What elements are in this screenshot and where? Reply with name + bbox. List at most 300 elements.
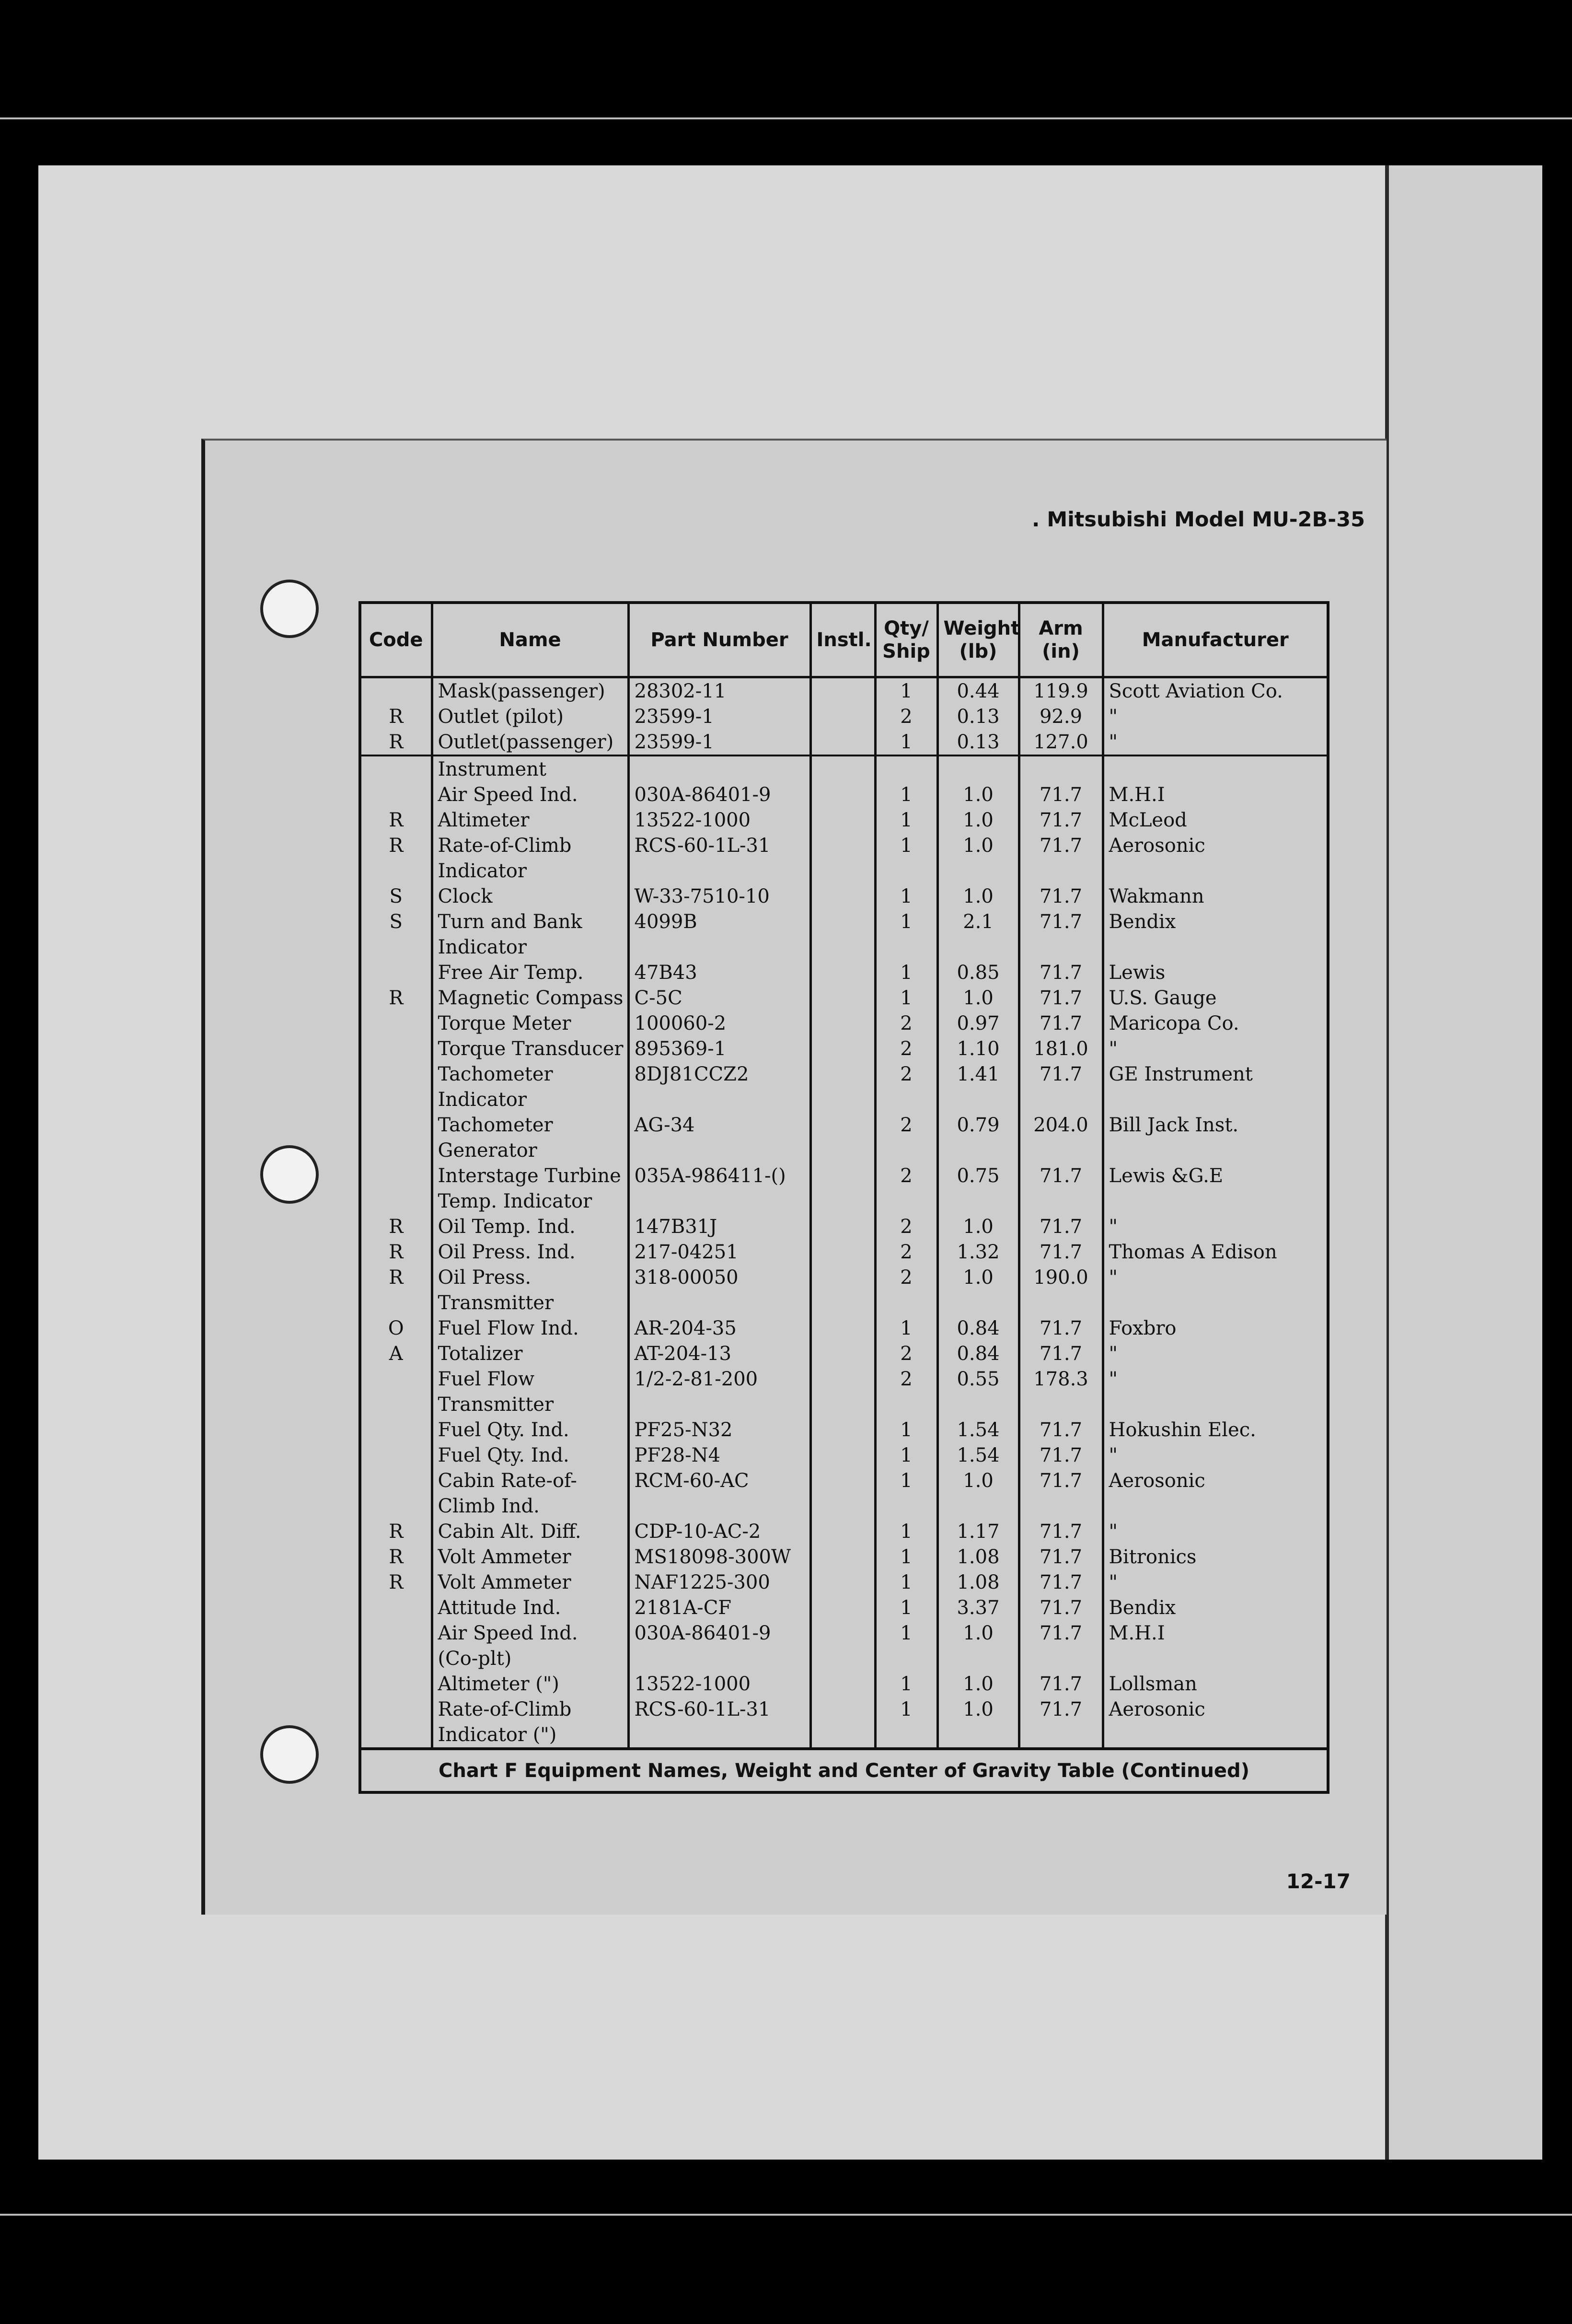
cell-code (360, 934, 432, 960)
table-row (360, 1646, 1328, 1671)
cell-part-number: CDP-10-AC-2 (628, 1519, 810, 1544)
cell-weight: 0.75 (937, 1163, 1019, 1188)
col-header-arm: Arm (in) (1019, 603, 1103, 677)
cell-arm: 71.7 (1019, 960, 1103, 985)
cell-name: Indicator (432, 934, 628, 960)
cell-instl (810, 1341, 875, 1366)
cell-code: R (360, 704, 432, 729)
cell-qty: 2 (875, 1036, 937, 1061)
cell-arm: 71.7 (1019, 1468, 1103, 1493)
table-row (360, 883, 1328, 909)
cell-arm: 71.7 (1019, 1214, 1103, 1239)
cell-qty: 2 (875, 1011, 937, 1036)
cell-code (360, 1188, 432, 1214)
cell-part-number: 23599-1 (628, 704, 810, 729)
table-row (360, 1036, 1328, 1061)
cell-qty: 1 (875, 1671, 937, 1697)
table-row (360, 1011, 1328, 1036)
cell-arm: 190.0 (1019, 1265, 1103, 1290)
cell-manufacturer: M.H.I (1103, 1620, 1328, 1646)
cell-part-number: 13522-1000 (628, 1671, 810, 1697)
cell-qty: 1 (875, 1417, 937, 1442)
cell-instl (810, 1214, 875, 1239)
cell-qty: 2 (875, 1112, 937, 1138)
table-row (360, 729, 1328, 755)
cell-instl (810, 729, 875, 755)
cell-name: Mask(passenger) (432, 677, 628, 704)
cell-qty: 1 (875, 729, 937, 755)
cell-weight (937, 1188, 1019, 1214)
cell-part-number: PF25-N32 (628, 1417, 810, 1442)
cell-part-number: RCS-60-1L-31 (628, 1697, 810, 1722)
cell-part-number: 2181A-CF (628, 1595, 810, 1620)
cell-part-number: 318-00050 (628, 1265, 810, 1290)
cell-instl (810, 1620, 875, 1646)
cell-arm (1019, 755, 1103, 782)
cell-instl (810, 1519, 875, 1544)
cell-instl (810, 1569, 875, 1595)
cell-part-number (628, 755, 810, 782)
cell-part-number: RCM-60-AC (628, 1468, 810, 1493)
cell-manufacturer: Bendix (1103, 1595, 1328, 1620)
table-row (360, 1315, 1328, 1341)
cell-weight: 1.0 (937, 1214, 1019, 1239)
cell-manufacturer: U.S. Gauge (1103, 985, 1328, 1011)
cell-manufacturer: Scott Aviation Co. (1103, 677, 1328, 704)
cell-name: Air Speed Ind. (432, 1620, 628, 1646)
cell-code (360, 755, 432, 782)
cell-manufacturer (1103, 1722, 1328, 1749)
cell-manufacturer: Aerosonic (1103, 1468, 1328, 1493)
cell-weight: 1.0 (937, 1468, 1019, 1493)
cell-manufacturer: " (1103, 1519, 1328, 1544)
cell-manufacturer: Lewis (1103, 960, 1328, 985)
cell-part-number: AR-204-35 (628, 1315, 810, 1341)
cell-code: R (360, 1265, 432, 1290)
cell-manufacturer: " (1103, 1442, 1328, 1468)
equipment-table (358, 601, 1329, 1794)
cell-name: Temp. Indicator (432, 1188, 628, 1214)
cell-code (360, 1595, 432, 1620)
col-header-code: Code (360, 603, 432, 677)
cell-weight: 1.0 (937, 883, 1019, 909)
cell-code (360, 858, 432, 883)
table-header-row (360, 603, 1328, 677)
cell-weight: 1.54 (937, 1442, 1019, 1468)
cell-code (360, 1392, 432, 1417)
cell-arm (1019, 1087, 1103, 1112)
cell-arm (1019, 1188, 1103, 1214)
cell-weight: 1.0 (937, 1265, 1019, 1290)
cell-manufacturer (1103, 1188, 1328, 1214)
cell-name: Oil Temp. Ind. (432, 1214, 628, 1239)
cell-weight (937, 1722, 1019, 1749)
cell-instl (810, 1544, 875, 1569)
cell-instl (810, 833, 875, 858)
cell-qty: 2 (875, 1341, 937, 1366)
cell-instl (810, 807, 875, 833)
cell-qty: 1 (875, 1315, 937, 1341)
cell-qty: 2 (875, 1061, 937, 1087)
cell-part-number: 147B31J (628, 1214, 810, 1239)
cell-qty: 2 (875, 1163, 937, 1188)
table-row (360, 858, 1328, 883)
cell-code (360, 1036, 432, 1061)
cell-weight: 1.32 (937, 1239, 1019, 1265)
cell-arm: 71.7 (1019, 883, 1103, 909)
cell-part-number (628, 934, 810, 960)
cell-part-number (628, 858, 810, 883)
cell-manufacturer: Lewis &G.E (1103, 1163, 1328, 1188)
punch-hole-icon (260, 580, 319, 638)
cell-arm: 71.7 (1019, 807, 1103, 833)
cell-name: (Co-plt) (432, 1646, 628, 1671)
cell-qty: 1 (875, 807, 937, 833)
cell-instl (810, 960, 875, 985)
cell-weight: 1.17 (937, 1519, 1019, 1544)
cell-qty: 1 (875, 909, 937, 934)
cell-name: Climb Ind. (432, 1493, 628, 1519)
cell-code: S (360, 883, 432, 909)
cell-instl (810, 1087, 875, 1112)
cell-name: Outlet(passenger) (432, 729, 628, 755)
cell-qty: 2 (875, 1366, 937, 1392)
cell-part-number: 47B43 (628, 960, 810, 985)
cell-manufacturer (1103, 858, 1328, 883)
cell-arm: 71.7 (1019, 782, 1103, 807)
cell-weight: 1.0 (937, 1671, 1019, 1697)
cell-part-number: AG-34 (628, 1112, 810, 1138)
cell-arm: 204.0 (1019, 1112, 1103, 1138)
cell-name: Transmitter (432, 1392, 628, 1417)
cell-weight (937, 1087, 1019, 1112)
cell-weight (937, 1493, 1019, 1519)
cell-weight: 0.79 (937, 1112, 1019, 1138)
cell-code (360, 1163, 432, 1188)
cell-part-number: 28302-11 (628, 677, 810, 704)
table-row (360, 1595, 1328, 1620)
cell-qty (875, 1722, 937, 1749)
cell-weight: 1.0 (937, 782, 1019, 807)
cell-instl (810, 1163, 875, 1188)
cell-name: Indicator (432, 1087, 628, 1112)
cell-arm: 71.7 (1019, 1239, 1103, 1265)
cell-part-number: RCS-60-1L-31 (628, 833, 810, 858)
cell-arm: 181.0 (1019, 1036, 1103, 1061)
cell-instl (810, 704, 875, 729)
cell-manufacturer: Thomas A Edison (1103, 1239, 1328, 1265)
table-row (360, 1188, 1328, 1214)
cell-instl (810, 1697, 875, 1722)
cell-manufacturer: Aerosonic (1103, 833, 1328, 858)
cell-arm: 71.7 (1019, 833, 1103, 858)
cell-name: Torque Meter (432, 1011, 628, 1036)
cell-weight: 0.13 (937, 729, 1019, 755)
cell-weight (937, 1138, 1019, 1163)
cell-manufacturer: " (1103, 704, 1328, 729)
cell-code: R (360, 1519, 432, 1544)
cell-code: A (360, 1341, 432, 1366)
cell-code (360, 1493, 432, 1519)
page-header: . Mitsubishi Model MU-2B-35 (1032, 508, 1365, 532)
cell-qty (875, 1493, 937, 1519)
cell-name: Attitude Ind. (432, 1595, 628, 1620)
cell-part-number: 23599-1 (628, 729, 810, 755)
cell-arm: 178.3 (1019, 1366, 1103, 1392)
cell-weight (937, 858, 1019, 883)
cell-qty (875, 755, 937, 782)
cell-part-number (628, 1188, 810, 1214)
cell-part-number (628, 1290, 810, 1315)
cell-arm (1019, 934, 1103, 960)
page-number: 12-17 (1286, 1870, 1351, 1893)
cell-qty: 2 (875, 704, 937, 729)
cell-arm: 71.7 (1019, 1595, 1103, 1620)
cell-name: Fuel Qty. Ind. (432, 1442, 628, 1468)
cell-code: S (360, 909, 432, 934)
cell-qty (875, 1188, 937, 1214)
table-row (360, 985, 1328, 1011)
cell-code (360, 1722, 432, 1749)
cell-part-number: PF28-N4 (628, 1442, 810, 1468)
cell-qty: 1 (875, 985, 937, 1011)
table-row (360, 1722, 1328, 1749)
cell-part-number (628, 1493, 810, 1519)
table-row (360, 1569, 1328, 1595)
cell-manufacturer: Maricopa Co. (1103, 1011, 1328, 1036)
cell-qty: 2 (875, 1265, 937, 1290)
cell-code: R (360, 1239, 432, 1265)
cell-instl (810, 755, 875, 782)
cell-code (360, 1087, 432, 1112)
cell-arm: 71.7 (1019, 1061, 1103, 1087)
cell-name: Volt Ammeter (432, 1544, 628, 1569)
cell-qty: 1 (875, 883, 937, 909)
cell-instl (810, 1366, 875, 1392)
cell-manufacturer (1103, 755, 1328, 782)
cell-weight (937, 934, 1019, 960)
cell-weight: 1.54 (937, 1417, 1019, 1442)
cell-qty: 1 (875, 1697, 937, 1722)
cell-part-number: 030A-86401-9 (628, 782, 810, 807)
cell-manufacturer: Wakmann (1103, 883, 1328, 909)
cell-manufacturer (1103, 1392, 1328, 1417)
table-caption: Chart F Equipment Names, Weight and Center of Gravity Table (Continued) (360, 1749, 1328, 1792)
table-row (360, 1468, 1328, 1493)
cell-arm: 71.7 (1019, 1697, 1103, 1722)
cell-weight: 2.1 (937, 909, 1019, 934)
table-row (360, 1417, 1328, 1442)
cell-instl (810, 1011, 875, 1036)
cell-code (360, 1468, 432, 1493)
table-row (360, 1290, 1328, 1315)
cell-manufacturer: GE Instrument (1103, 1061, 1328, 1087)
cell-code (360, 960, 432, 985)
cell-qty (875, 858, 937, 883)
cell-instl (810, 909, 875, 934)
cell-manufacturer: " (1103, 1265, 1328, 1290)
cell-instl (810, 1188, 875, 1214)
table-row (360, 1366, 1328, 1392)
cell-arm (1019, 1392, 1103, 1417)
cell-instl (810, 1036, 875, 1061)
cell-manufacturer: " (1103, 1341, 1328, 1366)
col-header-qty: Qty/ Ship (875, 603, 937, 677)
cell-name: Generator (432, 1138, 628, 1163)
cell-instl (810, 934, 875, 960)
cell-arm: 71.7 (1019, 909, 1103, 934)
cell-name: Tachometer (432, 1061, 628, 1087)
cell-weight: 3.37 (937, 1595, 1019, 1620)
cell-manufacturer: Hokushin Elec. (1103, 1417, 1328, 1442)
cell-arm: 71.7 (1019, 1442, 1103, 1468)
cell-code (360, 1646, 432, 1671)
cell-manufacturer: Lollsman (1103, 1671, 1328, 1697)
cell-code (360, 1138, 432, 1163)
cell-qty (875, 1290, 937, 1315)
cell-weight: 1.0 (937, 1620, 1019, 1646)
cell-code (360, 1671, 432, 1697)
cell-code: R (360, 1569, 432, 1595)
cell-instl (810, 1061, 875, 1087)
cell-part-number: 4099B (628, 909, 810, 934)
cell-instl (810, 1417, 875, 1442)
cell-name: Altimeter (432, 807, 628, 833)
cell-part-number: NAF1225-300 (628, 1569, 810, 1595)
cell-part-number: MS18098-300W (628, 1544, 810, 1569)
cell-instl (810, 1392, 875, 1417)
cell-manufacturer: Foxbro (1103, 1315, 1328, 1341)
cell-name: Fuel Qty. Ind. (432, 1417, 628, 1442)
cell-weight (937, 1392, 1019, 1417)
cell-part-number: 895369-1 (628, 1036, 810, 1061)
film-edge-bottom (0, 2214, 1572, 2216)
cell-weight: 0.55 (937, 1366, 1019, 1392)
cell-weight (937, 1290, 1019, 1315)
col-header-weight: Weight (lb) (937, 603, 1019, 677)
cell-name: Interstage Turbine (432, 1163, 628, 1188)
cell-weight (937, 755, 1019, 782)
cell-qty: 1 (875, 1569, 937, 1595)
cell-instl (810, 1239, 875, 1265)
cell-instl (810, 1722, 875, 1749)
cell-manufacturer: " (1103, 1036, 1328, 1061)
table-row (360, 833, 1328, 858)
cell-arm: 71.7 (1019, 1163, 1103, 1188)
cell-name: Rate-of-Climb (432, 1697, 628, 1722)
cell-part-number: 217-04251 (628, 1239, 810, 1265)
cell-qty: 1 (875, 1442, 937, 1468)
cell-name: Cabin Alt. Diff. (432, 1519, 628, 1544)
cell-name: Transmitter (432, 1290, 628, 1315)
cell-qty (875, 934, 937, 960)
cell-instl (810, 1595, 875, 1620)
cell-qty (875, 1646, 937, 1671)
cell-arm: 71.7 (1019, 1671, 1103, 1697)
cell-instl (810, 1265, 875, 1290)
cell-manufacturer (1103, 934, 1328, 960)
cell-name: Clock (432, 883, 628, 909)
cell-qty: 1 (875, 1620, 937, 1646)
cell-name: Free Air Temp. (432, 960, 628, 985)
cell-arm (1019, 858, 1103, 883)
cell-code: O (360, 1315, 432, 1341)
col-header-instl: Instl. (810, 603, 875, 677)
cell-weight: 1.10 (937, 1036, 1019, 1061)
cell-manufacturer: Bitronics (1103, 1544, 1328, 1569)
cell-instl (810, 1671, 875, 1697)
cell-weight: 0.44 (937, 677, 1019, 704)
table-row (360, 782, 1328, 807)
cell-code: R (360, 1544, 432, 1569)
cell-instl (810, 1138, 875, 1163)
cell-name: Fuel Flow (432, 1366, 628, 1392)
cell-instl (810, 1442, 875, 1468)
cell-code (360, 1011, 432, 1036)
equipment-table-wrapper (358, 601, 1327, 1804)
cell-arm: 71.7 (1019, 1519, 1103, 1544)
cell-qty: 1 (875, 1595, 937, 1620)
cell-name: Air Speed Ind. (432, 782, 628, 807)
cell-instl (810, 1468, 875, 1493)
cell-qty: 1 (875, 833, 937, 858)
cell-code (360, 1417, 432, 1442)
cell-arm: 71.7 (1019, 1417, 1103, 1442)
cell-part-number: W-33-7510-10 (628, 883, 810, 909)
table-row (360, 755, 1328, 782)
table-row (360, 1671, 1328, 1697)
cell-name: Indicator (") (432, 1722, 628, 1749)
cell-name: Altimeter (") (432, 1671, 628, 1697)
cell-instl (810, 1315, 875, 1341)
cell-arm: 71.7 (1019, 1544, 1103, 1569)
table-row (360, 1112, 1328, 1138)
cell-code (360, 782, 432, 807)
punch-hole-icon (260, 1725, 319, 1784)
cell-part-number: AT-204-13 (628, 1341, 810, 1366)
cell-qty: 1 (875, 677, 937, 704)
cell-instl (810, 985, 875, 1011)
cell-code (360, 1290, 432, 1315)
cell-instl (810, 782, 875, 807)
cell-weight: 1.08 (937, 1544, 1019, 1569)
cell-weight: 0.84 (937, 1315, 1019, 1341)
cell-arm (1019, 1646, 1103, 1671)
cell-code (360, 1061, 432, 1087)
cell-code (360, 1442, 432, 1468)
cell-manufacturer: Bill Jack Inst. (1103, 1112, 1328, 1138)
cell-part-number: C-5C (628, 985, 810, 1011)
cell-part-number: 030A-86401-9 (628, 1620, 810, 1646)
cell-part-number: 13522-1000 (628, 807, 810, 833)
table-row (360, 1214, 1328, 1239)
cell-arm: 92.9 (1019, 704, 1103, 729)
cell-instl (810, 1493, 875, 1519)
table-row (360, 1442, 1328, 1468)
table-row (360, 934, 1328, 960)
cell-manufacturer: " (1103, 729, 1328, 755)
cell-instl (810, 1112, 875, 1138)
cell-instl (810, 677, 875, 704)
cell-qty: 2 (875, 1214, 937, 1239)
cell-arm (1019, 1722, 1103, 1749)
table-row (360, 1163, 1328, 1188)
cell-name: Magnetic Compass (432, 985, 628, 1011)
col-header-name: Name (432, 603, 628, 677)
cell-code (360, 1697, 432, 1722)
cell-part-number: 1/2-2-81-200 (628, 1366, 810, 1392)
cell-code: R (360, 729, 432, 755)
